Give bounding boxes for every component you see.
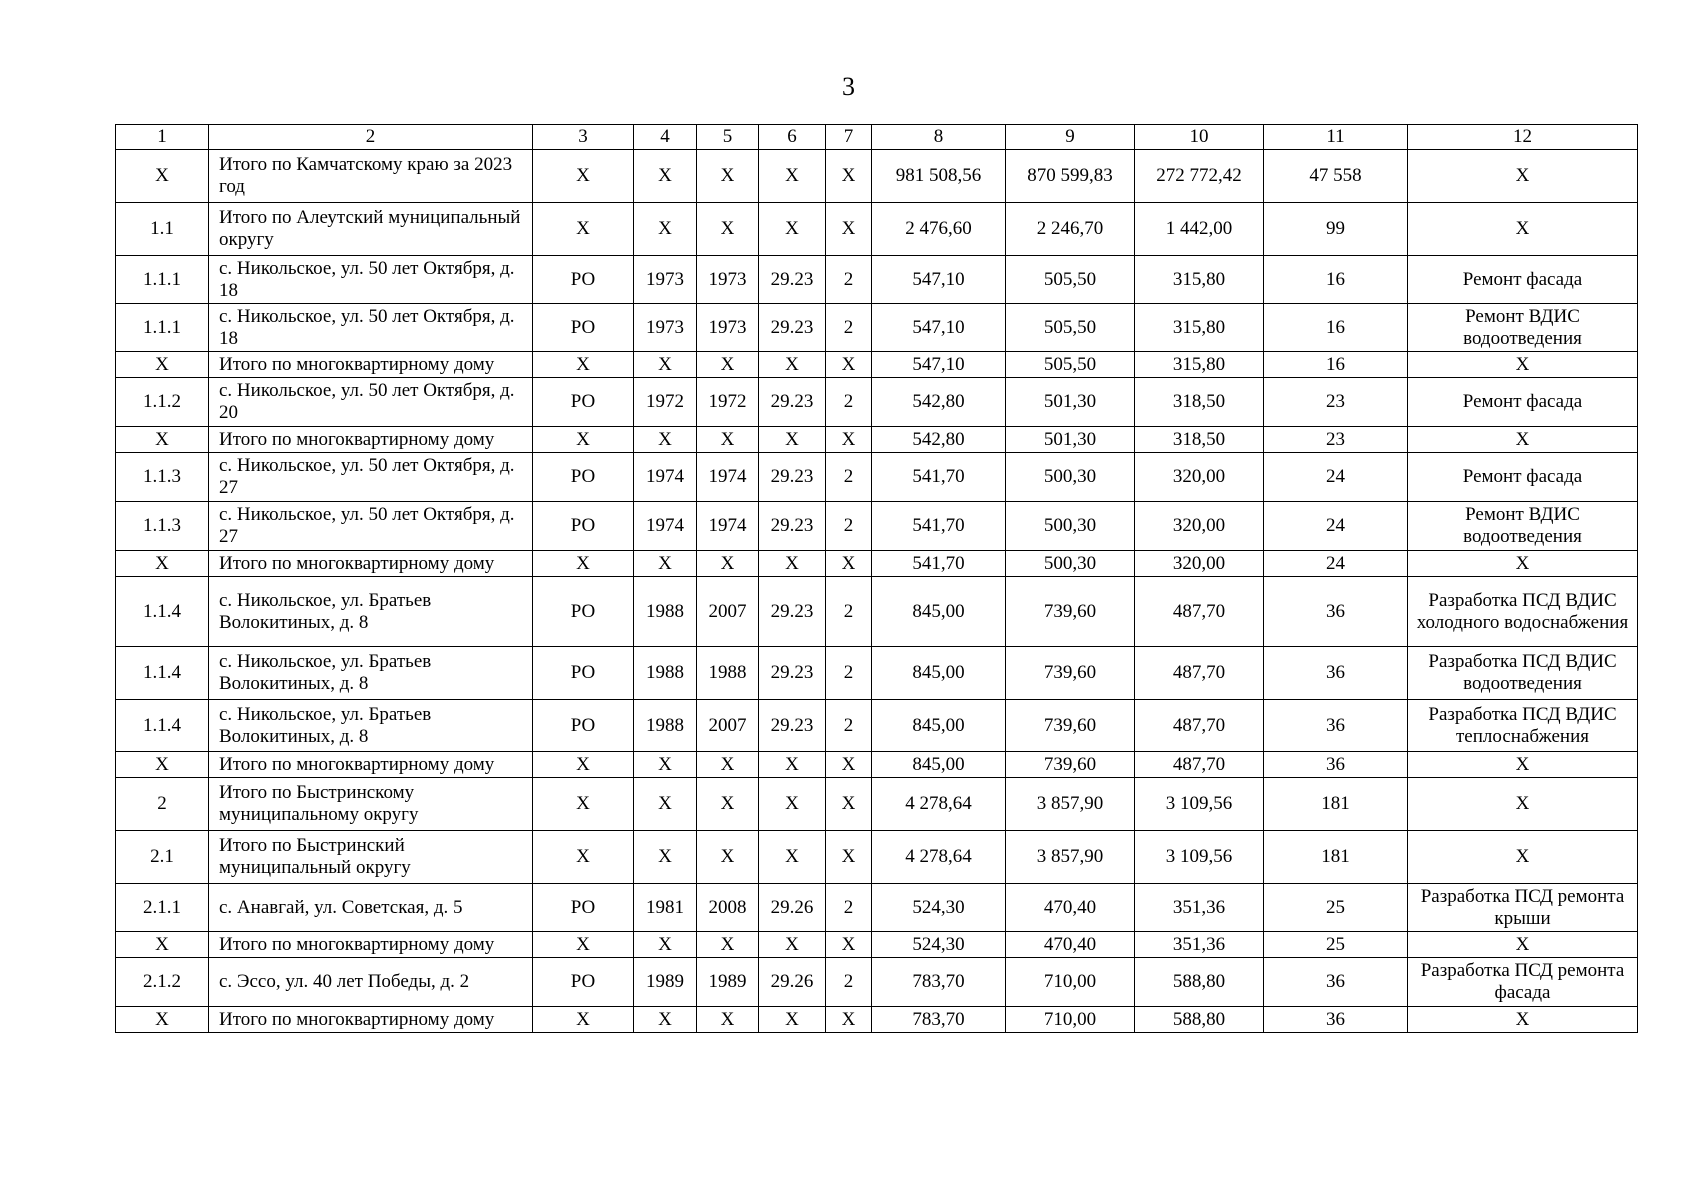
- table-cell-col-12: Разработка ПСД ремонта фасада: [1408, 958, 1638, 1007]
- table-cell-col-6: Х: [759, 1007, 826, 1033]
- table-row: [116, 1007, 1638, 1033]
- table-cell-col-8: 4 278,64: [872, 778, 1006, 831]
- table-cell-col-12: Разработка ПСД ремонта крыши: [1408, 884, 1638, 932]
- table-cell-col-6: 29.26: [759, 884, 826, 932]
- table-row: [116, 378, 1638, 427]
- table-cell-col-5: 2007: [697, 700, 759, 752]
- table-cell-col-10: 3 109,56: [1135, 831, 1264, 884]
- table-cell-col-1: Х: [116, 1007, 209, 1033]
- table-row: [116, 352, 1638, 378]
- table-cell-col-12: Х: [1408, 352, 1638, 378]
- table-cell-col-5: Х: [697, 203, 759, 256]
- table-cell-col-9: 470,40: [1006, 884, 1135, 932]
- table-cell-col-4: 1988: [634, 700, 697, 752]
- table-cell-col-9: 2 246,70: [1006, 203, 1135, 256]
- table-cell-col-11: 36: [1264, 752, 1408, 778]
- table-cell-col-1: 1.1.1: [116, 256, 209, 304]
- table-cell-col-12: Х: [1408, 427, 1638, 453]
- table-cell-col-8: 4 278,64: [872, 831, 1006, 884]
- table-cell-col-10: 315,80: [1135, 352, 1264, 378]
- table-row: [116, 932, 1638, 958]
- table-cell-col-7: Х: [826, 427, 872, 453]
- table-cell-col-1: 1.1.3: [116, 453, 209, 502]
- table-cell-col-3: Х: [533, 150, 634, 203]
- column-header-5: 5: [697, 125, 759, 150]
- table-cell-col-2: Итого по Быстринскому муниципальному округу: [209, 778, 533, 831]
- table-cell-col-1: 2.1.1: [116, 884, 209, 932]
- table-cell-col-7: Х: [826, 352, 872, 378]
- table-cell-col-4: Х: [634, 352, 697, 378]
- table-row: [116, 502, 1638, 551]
- table-cell-col-12: Ремонт фасада: [1408, 256, 1638, 304]
- table-cell-col-2: Итого по многоквартирному дому: [209, 1007, 533, 1033]
- table-cell-col-12: Ремонт фасада: [1408, 453, 1638, 502]
- table-cell-col-1: Х: [116, 551, 209, 577]
- table-cell-col-9: 505,50: [1006, 256, 1135, 304]
- table-cell-col-6: Х: [759, 427, 826, 453]
- table-cell-col-6: Х: [759, 831, 826, 884]
- table-cell-col-8: 783,70: [872, 1007, 1006, 1033]
- table-cell-col-8: 981 508,56: [872, 150, 1006, 203]
- table-cell-col-7: Х: [826, 778, 872, 831]
- table-cell-col-1: Х: [116, 150, 209, 203]
- table-cell-col-4: Х: [634, 150, 697, 203]
- table-cell-col-2: Итого по многоквартирному дому: [209, 551, 533, 577]
- table-row: [116, 958, 1638, 1007]
- table-cell-col-7: 2: [826, 577, 872, 647]
- table-cell-col-1: 2: [116, 778, 209, 831]
- table-body: [116, 125, 1638, 1033]
- column-header-3: 3: [533, 125, 634, 150]
- table-cell-col-12: Х: [1408, 831, 1638, 884]
- table-cell-col-2: с. Анавгай, ул. Советская, д. 5: [209, 884, 533, 932]
- table-cell-col-7: Х: [826, 1007, 872, 1033]
- table-cell-col-11: 16: [1264, 304, 1408, 352]
- table-cell-col-11: 16: [1264, 352, 1408, 378]
- table-cell-col-12: Х: [1408, 778, 1638, 831]
- table-cell-col-9: 739,60: [1006, 700, 1135, 752]
- table-cell-col-5: 1973: [697, 304, 759, 352]
- table-cell-col-12: Разработка ПСД ВДИС водоотведения: [1408, 647, 1638, 700]
- column-header-4: 4: [634, 125, 697, 150]
- table-cell-col-4: Х: [634, 1007, 697, 1033]
- table-cell-col-5: Х: [697, 150, 759, 203]
- table-cell-col-7: 2: [826, 304, 872, 352]
- table-cell-col-7: Х: [826, 551, 872, 577]
- table-cell-col-7: Х: [826, 203, 872, 256]
- table-cell-col-9: 710,00: [1006, 958, 1135, 1007]
- table-cell-col-3: РО: [533, 256, 634, 304]
- table-cell-col-4: 1974: [634, 453, 697, 502]
- table-cell-col-11: 181: [1264, 831, 1408, 884]
- table-cell-col-2: Итого по многоквартирному дому: [209, 427, 533, 453]
- table-cell-col-11: 25: [1264, 884, 1408, 932]
- table-cell-col-8: 783,70: [872, 958, 1006, 1007]
- table-cell-col-10: 487,70: [1135, 647, 1264, 700]
- table-cell-col-9: 500,30: [1006, 502, 1135, 551]
- table-cell-col-10: 318,50: [1135, 378, 1264, 427]
- table-cell-col-11: 36: [1264, 1007, 1408, 1033]
- table-cell-col-7: 2: [826, 256, 872, 304]
- table-cell-col-7: Х: [826, 831, 872, 884]
- table-cell-col-2: Итого по многоквартирному дому: [209, 752, 533, 778]
- table-cell-col-11: 25: [1264, 932, 1408, 958]
- table-cell-col-4: 1973: [634, 304, 697, 352]
- table-cell-col-6: 29.23: [759, 700, 826, 752]
- table-row: [116, 256, 1638, 304]
- table-cell-col-3: РО: [533, 502, 634, 551]
- table-cell-col-1: 1.1.3: [116, 502, 209, 551]
- table-cell-col-8: 541,70: [872, 551, 1006, 577]
- table-cell-col-1: Х: [116, 752, 209, 778]
- table-cell-col-10: 588,80: [1135, 958, 1264, 1007]
- table-cell-col-10: 318,50: [1135, 427, 1264, 453]
- table-cell-col-5: 1974: [697, 502, 759, 551]
- table-row: [116, 150, 1638, 203]
- table-cell-col-10: 351,36: [1135, 932, 1264, 958]
- column-header-7: 7: [826, 125, 872, 150]
- table-cell-col-12: Х: [1408, 932, 1638, 958]
- table-cell-col-1: 2.1: [116, 831, 209, 884]
- table-cell-col-10: 320,00: [1135, 502, 1264, 551]
- table-cell-col-2: с. Никольское, ул. Братьев Волокитиных, д. 8: [209, 577, 533, 647]
- table-cell-col-3: Х: [533, 778, 634, 831]
- table-cell-col-9: 870 599,83: [1006, 150, 1135, 203]
- table-cell-col-4: Х: [634, 427, 697, 453]
- table-cell-col-12: Х: [1408, 1007, 1638, 1033]
- table-cell-col-2: с. Никольское, ул. Братьев Волокитиных, д. 8: [209, 700, 533, 752]
- table-cell-col-8: 524,30: [872, 884, 1006, 932]
- table-cell-col-7: 2: [826, 647, 872, 700]
- table-cell-col-11: 36: [1264, 577, 1408, 647]
- table-row: [116, 700, 1638, 752]
- table-cell-col-8: 541,70: [872, 502, 1006, 551]
- table-cell-col-7: 2: [826, 958, 872, 1007]
- table-cell-col-5: 1974: [697, 453, 759, 502]
- table-cell-col-9: 500,30: [1006, 453, 1135, 502]
- housing-repair-table: [115, 124, 1638, 1033]
- table-cell-col-3: Х: [533, 932, 634, 958]
- table-cell-col-8: 524,30: [872, 932, 1006, 958]
- table-cell-col-3: РО: [533, 647, 634, 700]
- table-cell-col-12: Разработка ПСД ВДИС холодного водоснабжения: [1408, 577, 1638, 647]
- table-cell-col-12: Разработка ПСД ВДИС теплоснабжения: [1408, 700, 1638, 752]
- table-cell-col-3: РО: [533, 700, 634, 752]
- table-cell-col-1: 1.1.4: [116, 647, 209, 700]
- table-cell-col-6: Х: [759, 778, 826, 831]
- table-cell-col-5: 2008: [697, 884, 759, 932]
- table-cell-col-4: 1972: [634, 378, 697, 427]
- table-cell-col-10: 320,00: [1135, 551, 1264, 577]
- table-cell-col-2: с. Никольское, ул. 50 лет Октября, д. 20: [209, 378, 533, 427]
- table-cell-col-4: 1974: [634, 502, 697, 551]
- table-cell-col-3: Х: [533, 831, 634, 884]
- table-cell-col-4: Х: [634, 778, 697, 831]
- table-cell-col-8: 845,00: [872, 752, 1006, 778]
- table-cell-col-4: Х: [634, 831, 697, 884]
- table-cell-col-9: 500,30: [1006, 551, 1135, 577]
- table-cell-col-5: Х: [697, 352, 759, 378]
- table-cell-col-12: Х: [1408, 752, 1638, 778]
- table-cell-col-7: Х: [826, 932, 872, 958]
- table-row: [116, 778, 1638, 831]
- table-cell-col-6: Х: [759, 352, 826, 378]
- table-cell-col-6: 29.26: [759, 958, 826, 1007]
- table-cell-col-3: РО: [533, 378, 634, 427]
- table-cell-col-5: 1973: [697, 256, 759, 304]
- table-cell-col-3: РО: [533, 304, 634, 352]
- table-cell-col-9: 3 857,90: [1006, 831, 1135, 884]
- table-cell-col-5: Х: [697, 752, 759, 778]
- table-cell-col-4: Х: [634, 551, 697, 577]
- column-header-9: 9: [1006, 125, 1135, 150]
- table-cell-col-2: с. Эссо, ул. 40 лет Победы, д. 2: [209, 958, 533, 1007]
- table-row: [116, 577, 1638, 647]
- table-cell-col-4: 1981: [634, 884, 697, 932]
- table-cell-col-8: 2 476,60: [872, 203, 1006, 256]
- table-cell-col-12: Ремонт ВДИС водоотведения: [1408, 304, 1638, 352]
- table-cell-col-4: 1973: [634, 256, 697, 304]
- table-cell-col-11: 23: [1264, 378, 1408, 427]
- table-cell-col-3: РО: [533, 577, 634, 647]
- table-cell-col-1: Х: [116, 427, 209, 453]
- table-cell-col-11: 24: [1264, 453, 1408, 502]
- table-cell-col-1: 1.1.1: [116, 304, 209, 352]
- table-cell-col-6: 29.23: [759, 256, 826, 304]
- column-header-6: 6: [759, 125, 826, 150]
- table-cell-col-3: Х: [533, 1007, 634, 1033]
- table-cell-col-6: 29.23: [759, 304, 826, 352]
- table-cell-col-11: 36: [1264, 647, 1408, 700]
- table-cell-col-6: 29.23: [759, 378, 826, 427]
- table-cell-col-4: 1989: [634, 958, 697, 1007]
- table-cell-col-7: 2: [826, 378, 872, 427]
- table-cell-col-5: Х: [697, 551, 759, 577]
- table-cell-col-12: Ремонт ВДИС водоотведения: [1408, 502, 1638, 551]
- table-cell-col-9: 739,60: [1006, 752, 1135, 778]
- table-cell-col-10: 3 109,56: [1135, 778, 1264, 831]
- table-cell-col-12: Ремонт фасада: [1408, 378, 1638, 427]
- table-row: [116, 304, 1638, 352]
- table-cell-col-5: Х: [697, 427, 759, 453]
- table-cell-col-2: Итого по Быстринский муниципальный округу: [209, 831, 533, 884]
- table-cell-col-6: 29.23: [759, 453, 826, 502]
- table-cell-col-10: 351,36: [1135, 884, 1264, 932]
- table-cell-col-12: Х: [1408, 551, 1638, 577]
- table-cell-col-11: 99: [1264, 203, 1408, 256]
- table-cell-col-8: 541,70: [872, 453, 1006, 502]
- table-cell-col-2: Итого по многоквартирному дому: [209, 932, 533, 958]
- table-row: [116, 453, 1638, 502]
- table-cell-col-4: Х: [634, 203, 697, 256]
- table-cell-col-3: Х: [533, 203, 634, 256]
- column-header-11: 11: [1264, 125, 1408, 150]
- table-cell-col-1: 1.1: [116, 203, 209, 256]
- table-cell-col-7: 2: [826, 700, 872, 752]
- table-cell-col-6: Х: [759, 203, 826, 256]
- column-header-2: 2: [209, 125, 533, 150]
- table-cell-col-8: 845,00: [872, 577, 1006, 647]
- table-row: [116, 551, 1638, 577]
- table-cell-col-11: 24: [1264, 502, 1408, 551]
- table-cell-col-4: Х: [634, 932, 697, 958]
- table-cell-col-5: Х: [697, 778, 759, 831]
- table-cell-col-3: Х: [533, 551, 634, 577]
- table-cell-col-10: 272 772,42: [1135, 150, 1264, 203]
- table-cell-col-2: Итого по многоквартирному дому: [209, 352, 533, 378]
- table-cell-col-1: Х: [116, 932, 209, 958]
- table-cell-col-5: 2007: [697, 577, 759, 647]
- table-cell-col-3: РО: [533, 453, 634, 502]
- table-cell-col-9: 470,40: [1006, 932, 1135, 958]
- table-cell-col-3: Х: [533, 352, 634, 378]
- table-cell-col-2: Итого по Камчатскому краю за 2023 год: [209, 150, 533, 203]
- table-cell-col-5: 1972: [697, 378, 759, 427]
- table-cell-col-10: 487,70: [1135, 577, 1264, 647]
- table-cell-col-11: 24: [1264, 551, 1408, 577]
- table-row: [116, 427, 1638, 453]
- table-row: [116, 752, 1638, 778]
- table-cell-col-7: 2: [826, 884, 872, 932]
- table-cell-col-2: с. Никольское, ул. 50 лет Октября, д. 27: [209, 453, 533, 502]
- table-cell-col-9: 505,50: [1006, 352, 1135, 378]
- table-cell-col-11: 36: [1264, 958, 1408, 1007]
- table-cell-col-8: 845,00: [872, 647, 1006, 700]
- table-row: [116, 647, 1638, 700]
- table-cell-col-5: Х: [697, 831, 759, 884]
- table-cell-col-3: Х: [533, 427, 634, 453]
- table-cell-col-5: Х: [697, 1007, 759, 1033]
- table-cell-col-9: 505,50: [1006, 304, 1135, 352]
- table-cell-col-10: 315,80: [1135, 304, 1264, 352]
- table-cell-col-9: 501,30: [1006, 427, 1135, 453]
- table-cell-col-1: 2.1.2: [116, 958, 209, 1007]
- table-cell-col-2: с. Никольское, ул. 50 лет Октября, д. 18: [209, 304, 533, 352]
- table-cell-col-10: 315,80: [1135, 256, 1264, 304]
- table-cell-col-10: 588,80: [1135, 1007, 1264, 1033]
- table-cell-col-5: Х: [697, 932, 759, 958]
- table-cell-col-6: Х: [759, 551, 826, 577]
- table-cell-col-11: 47 558: [1264, 150, 1408, 203]
- table-cell-col-4: 1988: [634, 577, 697, 647]
- column-header-8: 8: [872, 125, 1006, 150]
- table-cell-col-1: 1.1.4: [116, 577, 209, 647]
- table-cell-col-6: Х: [759, 932, 826, 958]
- table-cell-col-8: 547,10: [872, 256, 1006, 304]
- table-cell-col-1: 1.1.2: [116, 378, 209, 427]
- table-cell-col-2: с. Никольское, ул. Братьев Волокитиных, д. 8: [209, 647, 533, 700]
- table-cell-col-7: 2: [826, 453, 872, 502]
- header-row: [116, 125, 1638, 150]
- table-cell-col-8: 845,00: [872, 700, 1006, 752]
- table-cell-col-11: 36: [1264, 700, 1408, 752]
- table-cell-col-4: Х: [634, 752, 697, 778]
- table-cell-col-12: Х: [1408, 203, 1638, 256]
- table-cell-col-2: Итого по Алеутский муниципальный округу: [209, 203, 533, 256]
- table-cell-col-4: 1988: [634, 647, 697, 700]
- table-row: [116, 884, 1638, 932]
- column-header-12: 12: [1408, 125, 1638, 150]
- column-header-10: 10: [1135, 125, 1264, 150]
- table-cell-col-1: 1.1.4: [116, 700, 209, 752]
- table-cell-col-3: РО: [533, 884, 634, 932]
- table-cell-col-9: 739,60: [1006, 647, 1135, 700]
- table-cell-col-9: 739,60: [1006, 577, 1135, 647]
- table-cell-col-8: 542,80: [872, 427, 1006, 453]
- table-cell-col-8: 542,80: [872, 378, 1006, 427]
- table-row: [116, 831, 1638, 884]
- table-cell-col-7: 2: [826, 502, 872, 551]
- table-cell-col-11: 181: [1264, 778, 1408, 831]
- table-cell-col-6: 29.23: [759, 647, 826, 700]
- table-cell-col-3: Х: [533, 752, 634, 778]
- table-row: [116, 203, 1638, 256]
- table-cell-col-2: с. Никольское, ул. 50 лет Октября, д. 18: [209, 256, 533, 304]
- table-cell-col-9: 501,30: [1006, 378, 1135, 427]
- table-cell-col-12: Х: [1408, 150, 1638, 203]
- table-cell-col-11: 23: [1264, 427, 1408, 453]
- table-cell-col-6: 29.23: [759, 502, 826, 551]
- table-cell-col-5: 1989: [697, 958, 759, 1007]
- table-cell-col-9: 710,00: [1006, 1007, 1135, 1033]
- table-cell-col-10: 487,70: [1135, 700, 1264, 752]
- table-cell-col-2: с. Никольское, ул. 50 лет Октября, д. 27: [209, 502, 533, 551]
- table-cell-col-10: 320,00: [1135, 453, 1264, 502]
- table-cell-col-5: 1988: [697, 647, 759, 700]
- table-cell-col-3: РО: [533, 958, 634, 1007]
- table-cell-col-6: 29.23: [759, 577, 826, 647]
- table-cell-col-8: 547,10: [872, 304, 1006, 352]
- table-cell-col-9: 3 857,90: [1006, 778, 1135, 831]
- table-cell-col-6: Х: [759, 752, 826, 778]
- table-cell-col-7: Х: [826, 150, 872, 203]
- table-cell-col-10: 1 442,00: [1135, 203, 1264, 256]
- table-cell-col-11: 16: [1264, 256, 1408, 304]
- table-cell-col-8: 547,10: [872, 352, 1006, 378]
- table-cell-col-10: 487,70: [1135, 752, 1264, 778]
- table-cell-col-6: Х: [759, 150, 826, 203]
- column-header-1: 1: [116, 125, 209, 150]
- table-cell-col-1: Х: [116, 352, 209, 378]
- table-cell-col-7: Х: [826, 752, 872, 778]
- page-number: 3: [842, 72, 855, 101]
